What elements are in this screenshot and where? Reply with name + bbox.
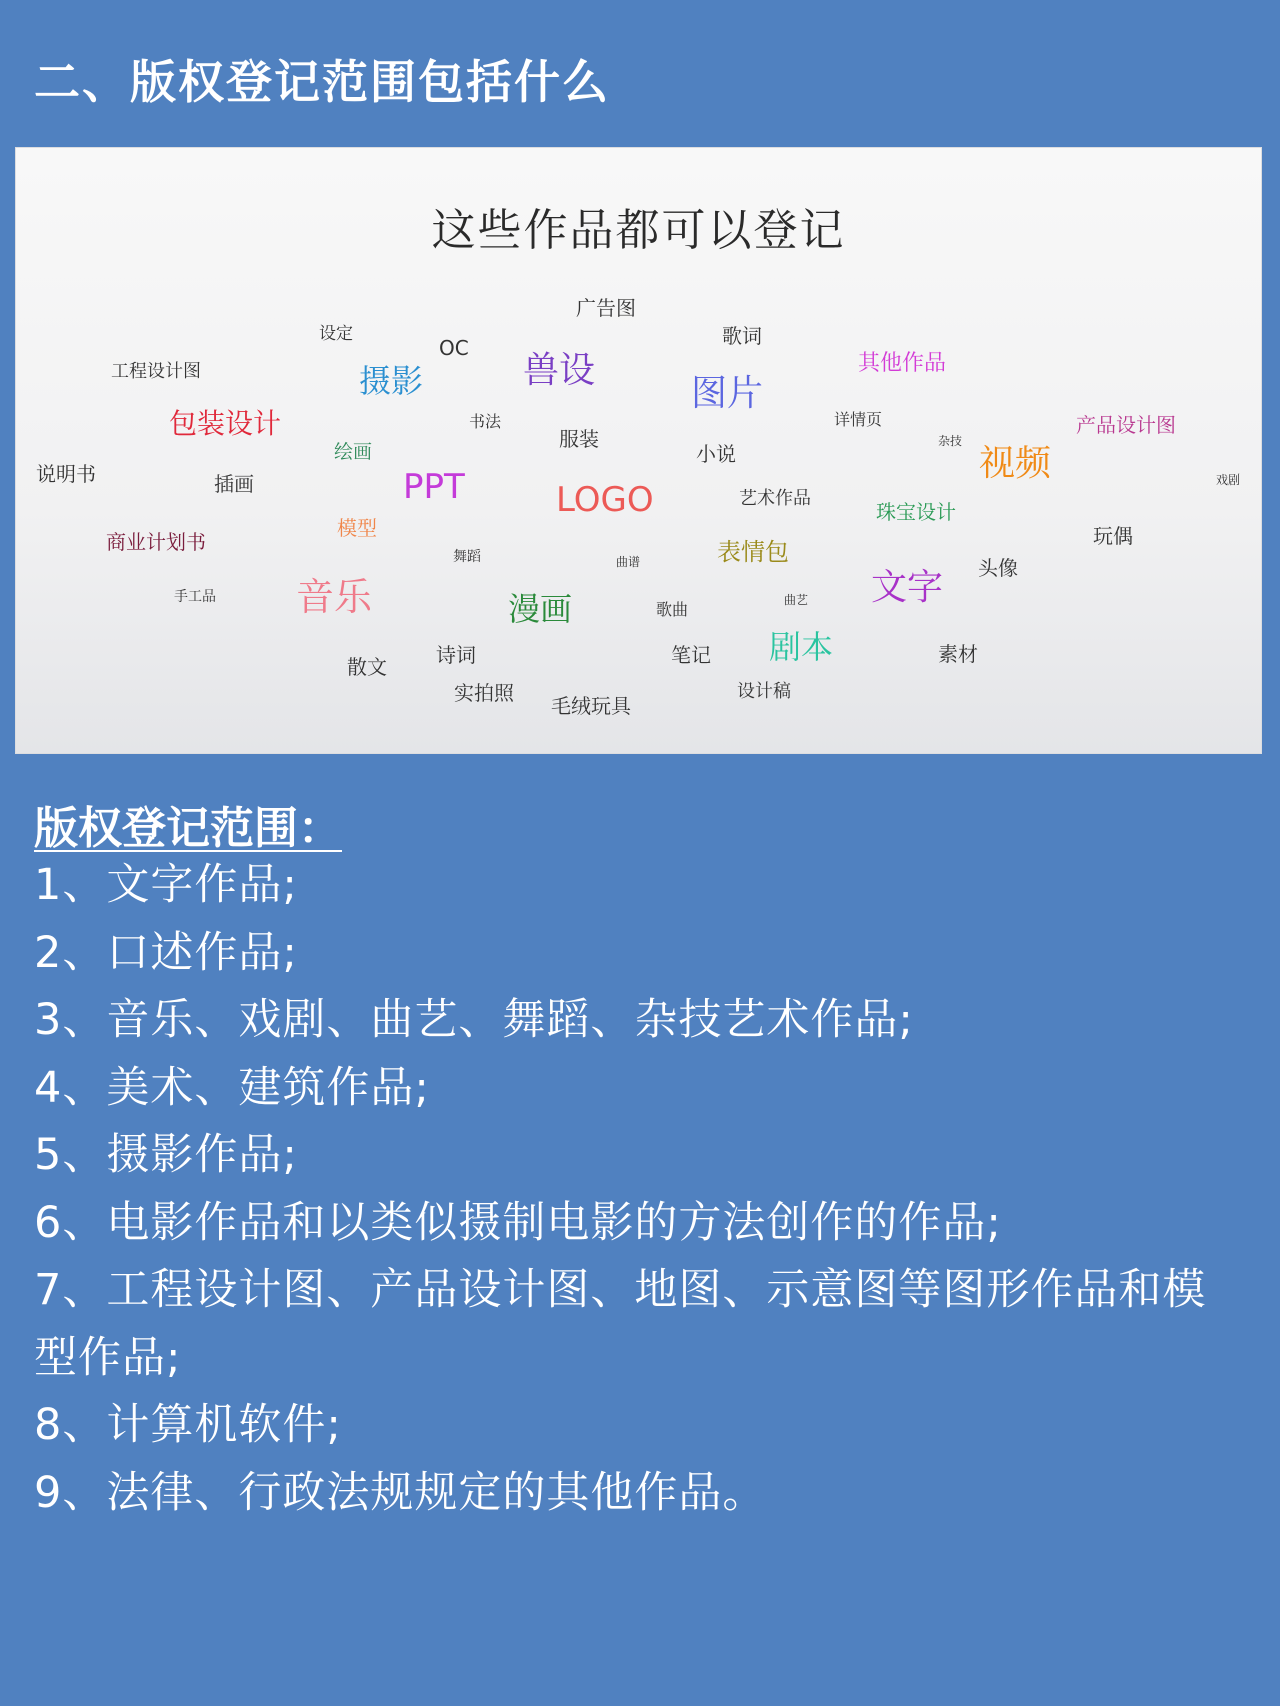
cloud-word: 图片 <box>691 373 764 414</box>
cloud-word: 散文 <box>347 655 387 679</box>
cloud-word: 舞蹈 <box>453 549 481 565</box>
cloud-word: PPT <box>403 467 465 507</box>
page-heading: 二、版权登记范围包括什么 <box>34 55 610 109</box>
cloud-word: 曲艺 <box>784 593 809 607</box>
cloud-word: 包装设计 <box>169 407 282 440</box>
scope-item: 2、口述作品; <box>34 927 298 978</box>
cloud-word: 设定 <box>319 324 353 344</box>
cloud-word: 手工品 <box>174 589 216 605</box>
cloud-word: 模型 <box>337 516 377 540</box>
scope-item: 8、计算机软件; <box>34 1400 342 1450</box>
cloud-word: 绘画 <box>334 441 373 463</box>
cloud-word: 视频 <box>979 443 1052 484</box>
scope-item: 6、电影作品和以类似摄制电影的方法创作的作品; <box>34 1197 1002 1248</box>
cloud-word: 摄影 <box>359 362 424 400</box>
cloud-word: 玩偶 <box>1093 524 1133 548</box>
cloud-word: 头像 <box>978 556 1018 580</box>
scope-item: 3、音乐、戏剧、曲艺、舞蹈、杂技艺术作品; <box>34 995 914 1045</box>
cloud-word: 歌词 <box>722 324 762 348</box>
word-cloud-panel <box>15 147 1262 754</box>
scope-list <box>34 852 1249 1527</box>
cloud-word: 实拍照 <box>454 681 514 705</box>
cloud-word: 剧本 <box>769 628 834 666</box>
cloud-word: 小说 <box>696 442 736 466</box>
cloud-word: 说明书 <box>36 462 96 486</box>
cloud-word: 音乐 <box>296 575 373 619</box>
cloud-word: 插画 <box>214 472 254 496</box>
cloud-word: 珠宝设计 <box>876 500 956 524</box>
cloud-word: 工程设计图 <box>111 361 201 382</box>
scope-item: 9、法律、行政法规规定的其他作品。 <box>34 1467 767 1518</box>
cloud-word: 歌曲 <box>656 600 689 619</box>
cloud-word: 艺术作品 <box>739 488 811 509</box>
cloud-word: 素材 <box>938 642 978 666</box>
cloud-word: 服装 <box>559 427 599 451</box>
cloud-word: 详情页 <box>834 410 883 429</box>
scope-item: 7、工程设计图、产品设计图、地图、示意图等图形作品和模型作品; <box>34 1265 1207 1383</box>
cloud-word: 表情包 <box>717 538 789 566</box>
word-cloud-title: 这些作品都可以登记 <box>431 205 846 256</box>
cloud-word: 兽设 <box>523 350 596 391</box>
scope-item: 4、美术、建筑作品; <box>34 1062 430 1113</box>
scope-heading: 版权登记范围： <box>34 803 342 854</box>
cloud-word: 设计稿 <box>737 681 791 702</box>
cloud-word: 文字 <box>871 567 944 608</box>
cloud-word: 戏剧 <box>1216 473 1241 487</box>
cloud-word: 毛绒玩具 <box>551 694 631 718</box>
cloud-word: 漫画 <box>508 590 573 628</box>
cloud-word: 书法 <box>469 412 502 431</box>
cloud-word: 产品设计图 <box>1076 413 1176 437</box>
cloud-word: 诗词 <box>436 643 476 667</box>
cloud-word: LOGO <box>556 480 654 520</box>
cloud-word: 其他作品 <box>858 351 947 376</box>
cloud-word: 商业计划书 <box>106 530 206 554</box>
cloud-word: OC <box>439 336 469 360</box>
cloud-word: 杂技 <box>938 434 963 448</box>
scope-item: 5、摄影作品; <box>34 1130 298 1180</box>
cloud-word: 曲谱 <box>616 555 641 569</box>
scope-item: 1、文字作品; <box>34 860 298 910</box>
cloud-word: 广告图 <box>576 296 636 320</box>
cloud-word: 笔记 <box>671 643 711 667</box>
